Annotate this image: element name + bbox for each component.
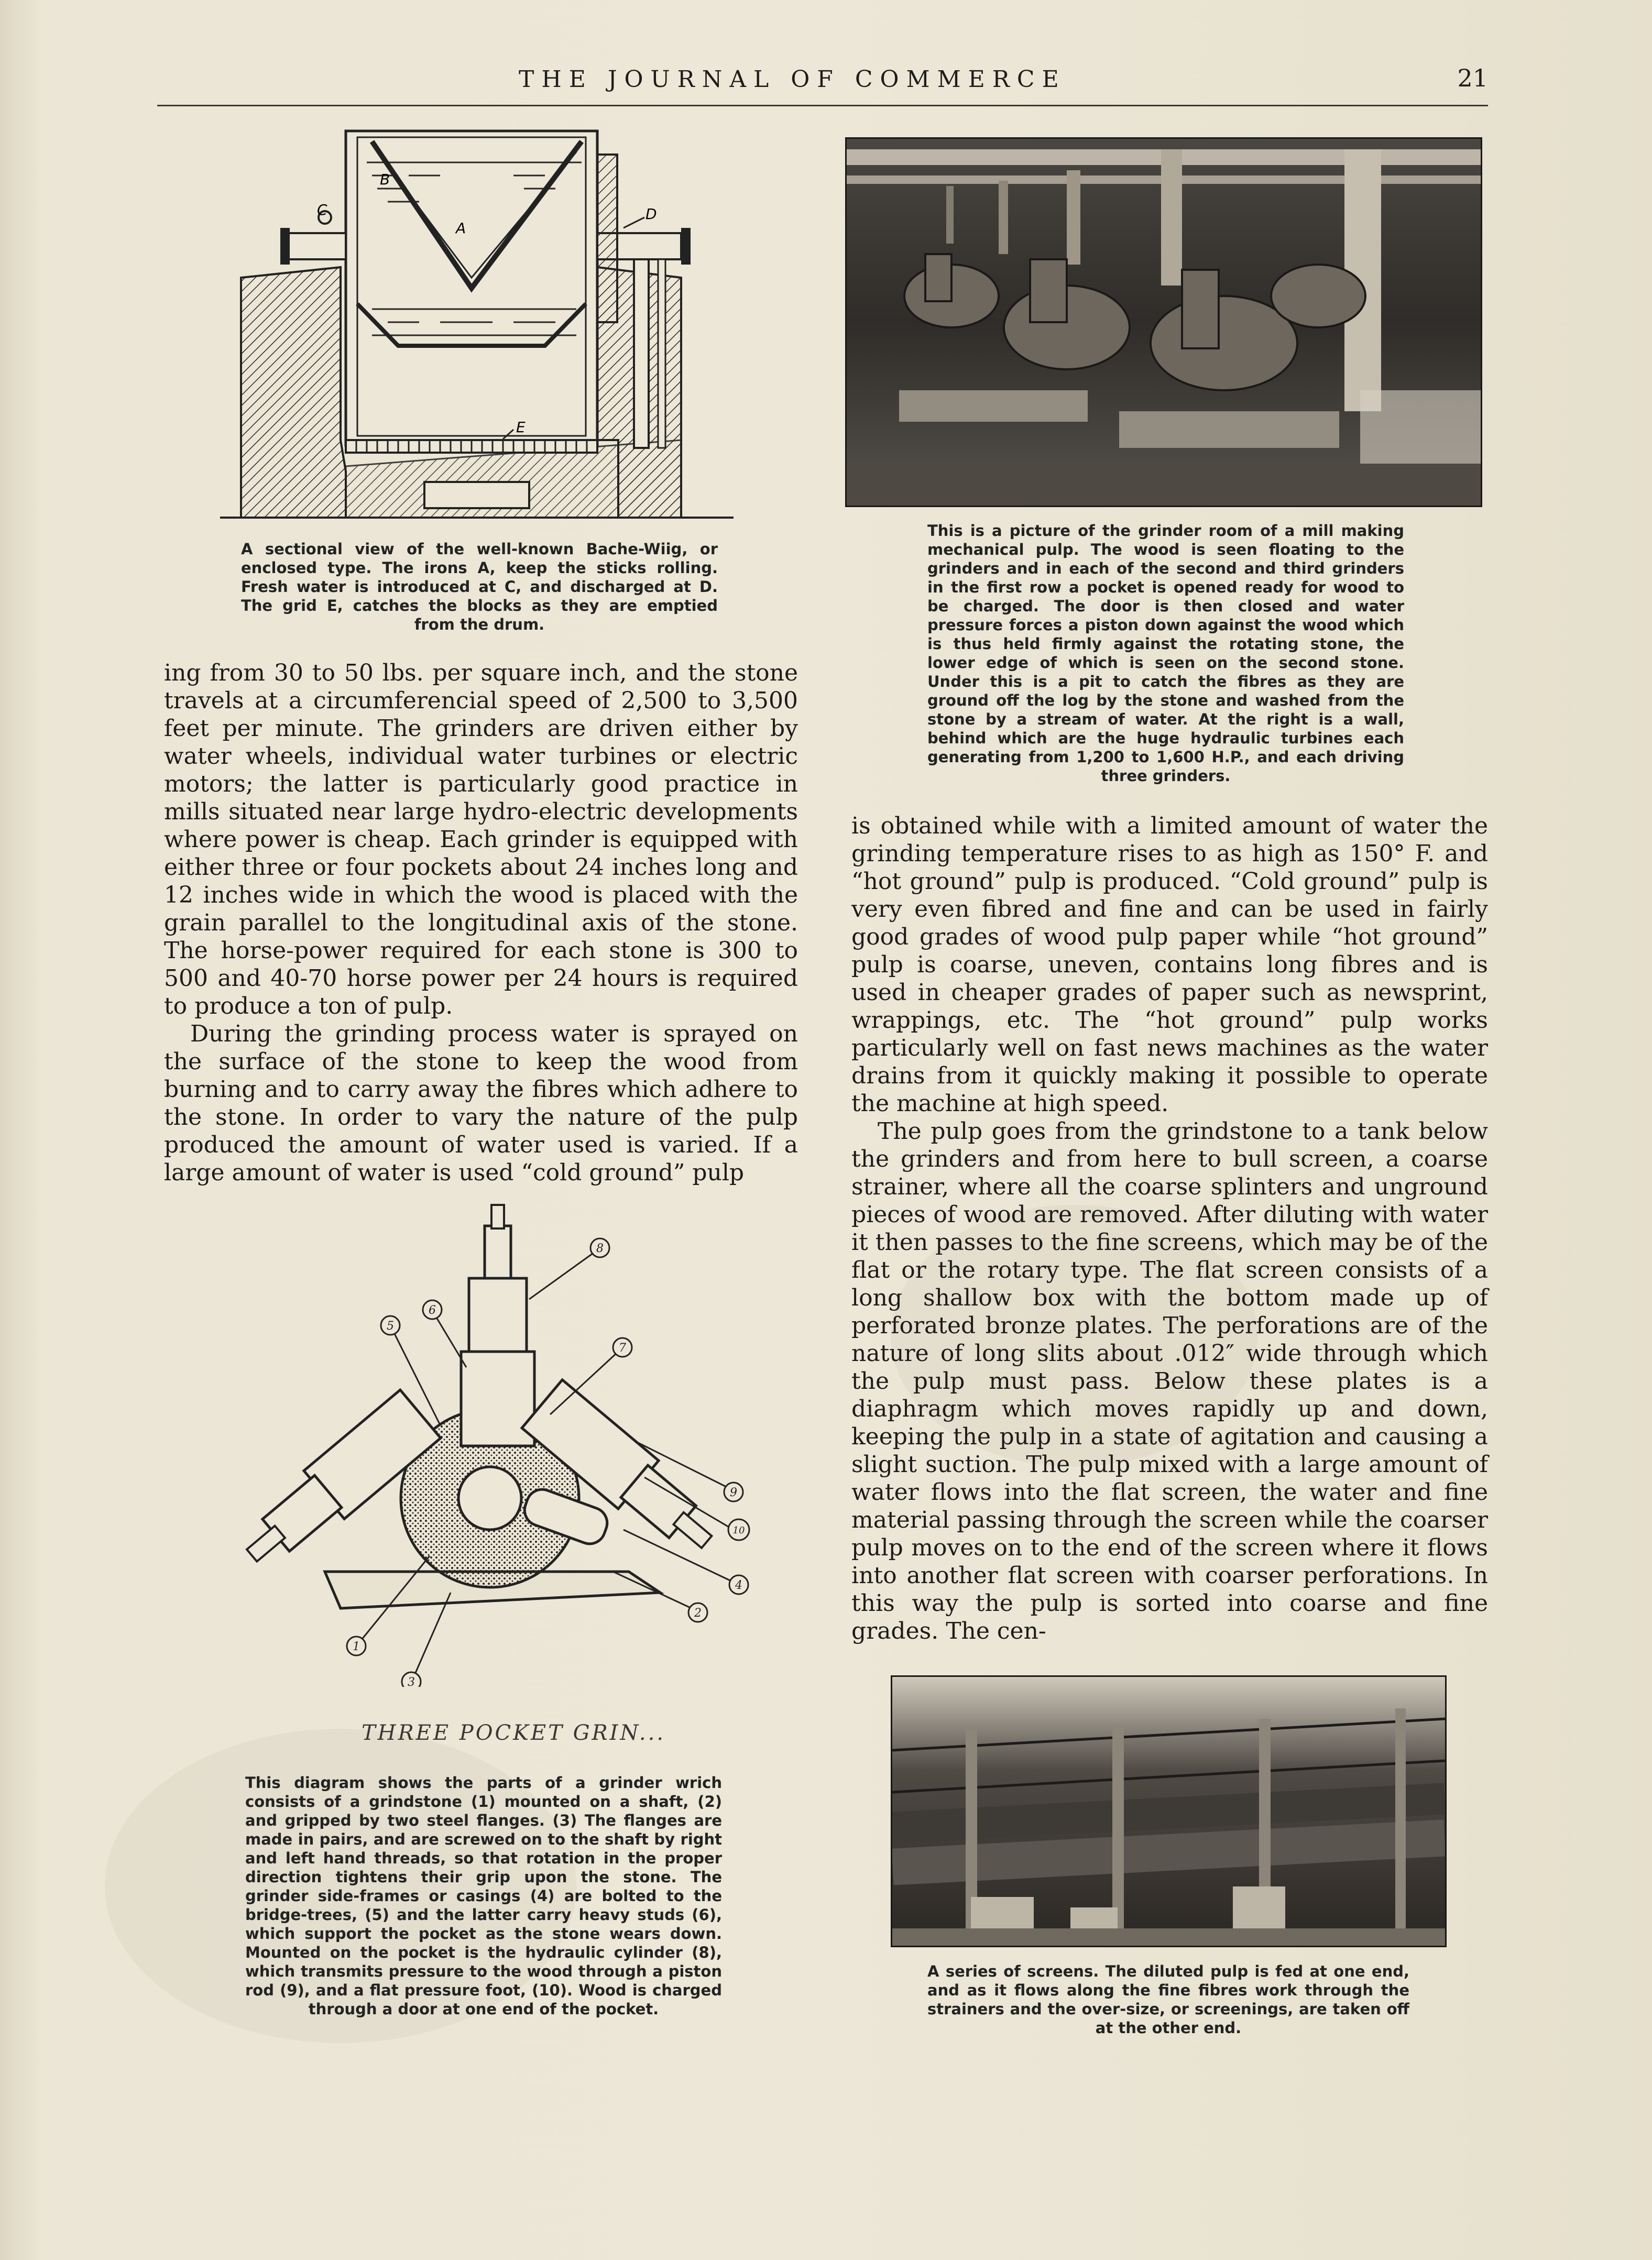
label-d: D <box>646 205 657 223</box>
right-paragraph-2: The pulp goes from the grindstone to a tank below the grinders and from here to bull screen, a coarse strainer, where all the coarse splinters and unground pieces of wood are removed. After diluting with water it then passes to the fine screens, which may be of the flat or the rotary type. The flat screen consists of a long shallow box with the bottom made up of perforated bronze plates. The perforations are of the nature of long slits about .012″ wide through which the pulp must pass. Below these plates is a diaphragm which moves rapidly up and down, keeping the pulp in a state of agitation and causing a slight suction. The pulp mixed with a large amount of water flows into the flat screen, the water and fine material passing through the screen while the coarser pulp moves on to the end of the screen where it flows into another flat screen with coarser perforations. In this way the pulp is sorted into coarse and fine grades. The cen- <box>851 1118 1488 1644</box>
part-number-5: 5 <box>387 1320 394 1333</box>
running-header <box>157 63 1488 106</box>
right-column-text <box>851 812 1488 1645</box>
label-a: A <box>456 220 466 237</box>
part-number-10: 10 <box>732 1525 745 1536</box>
grinder-caption: This diagram shows the parts of a grinder wrich consists of a grindstone (1) mounted on a shaft, (2) and gripped by two steel flanges. (3) The flanges are made in pairs, and are screwed on to the shaft by right and left hand threads, so that rotation in the proper direction tightens their grip upon the stone. The grinder side-frames or casings (4) are bolted to the bridge-trees, (5) and the latter carry heavy studs (6), which support the pocket as the stone wears down. Mounted on the pocket is the hydraulic cylinder (8), which transmits pressure to the wood through a piston rod (9), and a flat pressure foot, (10). Wood is charged through a door at one end of the pocket. <box>245 1774 722 2018</box>
left-column-text <box>164 659 798 1187</box>
screens-caption: A series of screens. The diluted pulp is fed at one end, and as it flows along the fine fibres work through the strainers and the over-size, or screenings, are taken off at the other end. <box>927 1962 1409 2037</box>
sectional-view-caption: A sectional view of the well-known Bache-Wiig, or enclosed type. The irons A, keep the sticks rolling. Fresh water is introduced at C, and discharged at D. The grid E, catches the blocks as they are emptied from the drum. <box>241 540 718 633</box>
screens-photo <box>891 1675 1447 1947</box>
screens-illustration <box>892 1677 1445 1946</box>
grinder-drawing-title: THREE POCKET GRIN... <box>362 1721 666 1745</box>
bache-wiig-drawing <box>220 126 739 524</box>
sectional-view-diagram <box>220 126 739 524</box>
grinder-room-illustration <box>847 139 1481 506</box>
part-number-4: 4 <box>735 1579 742 1592</box>
label-e: E <box>516 419 526 436</box>
grinder-room-photo <box>845 137 1482 507</box>
right-paragraph-1: is obtained while with a limited amount of water the grinding temperature rises to as high as 150° F. and “hot ground” pulp is produced. “Cold ground” pulp is very even fibred and fine and can be used in fairly good grades of wood pulp paper while “hot ground” pulp is coarse, uneven, contains long fibres and is used in cheaper grades of paper such as newsprint, wrappings, etc. The “hot ground” pulp works particularly well on fast news machines as the water drains from it quickly making it possible to operate the machine at high speed. <box>851 813 1488 1117</box>
label-b: B <box>380 171 390 188</box>
left-paragraph-2: During the grinding process water is sprayed on the surface of the stone to keep the wood from burning and to carry away the fibres which adhere to the stone. In order to vary the nature of the pulp produced the amount of water used is varied. If a large amount of water is used “cold ground” pulp <box>164 1021 798 1186</box>
grinder-room-caption: This is a picture of the grinder room of a mill making mechanical pulp. The wood is seen floating to the grinders and in each of the second and third grinders in the first row a pocket is opened ready for wood to be charged. The door is then closed and water pressure forces a piston down against the wood which is thus held firmly against the rotating stone, the lower edge of which is seen on the second stone. Under this is a pit to catch the fibres as they are ground off the log by the stone and washed from the stone by a stream of water. At the right is a wall, behind which are the huge hydraulic turbines each generating from 1,200 to 1,600 H.P., and each driving three grinders. <box>927 522 1404 785</box>
part-number-2: 2 <box>694 1607 702 1620</box>
part-number-1: 1 <box>353 1640 360 1653</box>
part-number-3: 3 <box>408 1676 415 1687</box>
three-pocket-grinder-diagram <box>204 1194 760 1687</box>
grinder-drawing <box>204 1194 760 1687</box>
part-number-9: 9 <box>730 1486 737 1499</box>
page-number: 21 <box>1457 64 1488 92</box>
journal-title: THE JOURNAL OF COMMERCE <box>519 66 1066 93</box>
left-paragraph-1: ing from 30 to 50 lbs. per square inch, and the stone travels at a circumferencial speed of 2,500 to 3,500 feet per minute. The grinders are driven either by water wheels, individual water turbines or electric motors; the latter is particularly good practice in mills situated near large hydro-electric developments where power is cheap. Each grinder is equipped with either three or four pockets about 24 inches long and 12 inches wide in which the wood is placed with the grain parallel to the longitudinal axis of the stone. The horse-power required for each stone is 300 to 500 and 40-70 horse power per 24 hours is required to produce a ton of pulp. <box>164 660 798 1019</box>
part-number-7: 7 <box>619 1342 626 1355</box>
label-c: C <box>317 201 327 218</box>
part-number-6: 6 <box>429 1304 436 1317</box>
part-number-8: 8 <box>596 1242 604 1255</box>
